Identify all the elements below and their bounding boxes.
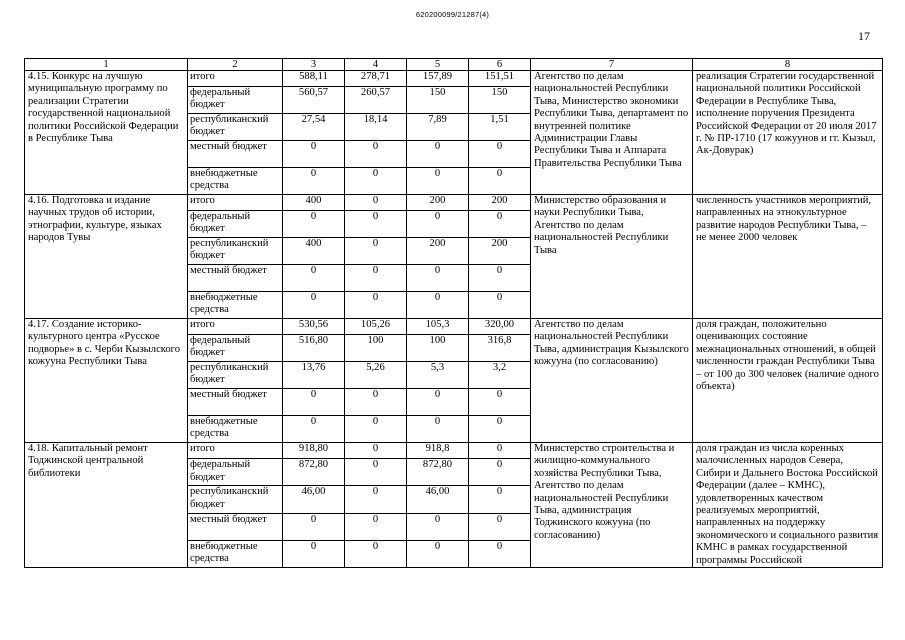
amount-year1-cell: 0 bbox=[345, 238, 407, 265]
funding-source-cell: внебюджетные средства bbox=[188, 416, 283, 443]
funding-source-cell: республиканский бюджет bbox=[188, 114, 283, 141]
funding-source-cell: федеральный бюджет bbox=[188, 335, 283, 362]
amount-total-cell: 872,80 bbox=[283, 459, 345, 486]
amount-year2-cell: 200 bbox=[407, 238, 469, 265]
amount-year2-cell: 5,3 bbox=[407, 362, 469, 389]
funding-source-cell: внебюджетные средства bbox=[188, 292, 283, 319]
amount-year2-cell: 0 bbox=[407, 389, 469, 416]
amount-year1-cell: 0 bbox=[345, 416, 407, 443]
amount-total-cell: 0 bbox=[283, 265, 345, 292]
amount-year2-cell: 0 bbox=[407, 211, 469, 238]
amount-year3-cell: 1,51 bbox=[469, 114, 531, 141]
amount-total-cell: 400 bbox=[283, 195, 345, 211]
column-header: 2 bbox=[188, 59, 283, 71]
table-body bbox=[25, 59, 883, 568]
amount-year1-cell: 0 bbox=[345, 141, 407, 168]
funding-source-cell: федеральный бюджет bbox=[188, 211, 283, 238]
funding-source-cell: итого bbox=[188, 195, 283, 211]
funding-source-cell: внебюджетные средства bbox=[188, 540, 283, 567]
amount-year1-cell: 0 bbox=[345, 292, 407, 319]
amount-year3-cell: 200 bbox=[469, 195, 531, 211]
funding-source-cell: итого bbox=[188, 443, 283, 459]
amount-year1-cell: 0 bbox=[345, 540, 407, 567]
amount-year1-cell: 0 bbox=[345, 389, 407, 416]
amount-total-cell: 13,76 bbox=[283, 362, 345, 389]
amount-year3-cell: 0 bbox=[469, 141, 531, 168]
amount-year1-cell: 100 bbox=[345, 335, 407, 362]
funding-source-cell: местный бюджет bbox=[188, 141, 283, 168]
task-name-cell: 4.18. Капитальный ремонт Тоджинской центральной библиотеки bbox=[25, 443, 188, 568]
funding-source-cell: федеральный бюджет bbox=[188, 87, 283, 114]
amount-year3-cell: 200 bbox=[469, 238, 531, 265]
result-cell: реализация Стратегии государственной национальной политики Российской Федерации в Республике Тыва, исполнение поручения Президента Российской Федерации от 20 июля 2017 г. № ПР-1710 (17 кожуунов и гг. Кызыл, Ак-Довурак) bbox=[693, 71, 883, 195]
page-number: 17 bbox=[858, 29, 870, 43]
amount-total-cell: 0 bbox=[283, 416, 345, 443]
header-row bbox=[25, 59, 883, 71]
amount-total-cell: 918,80 bbox=[283, 443, 345, 459]
funding-source-cell: внебюджетные средства bbox=[188, 168, 283, 195]
column-header: 4 bbox=[345, 59, 407, 71]
amount-total-cell: 0 bbox=[283, 168, 345, 195]
amount-year1-cell: 0 bbox=[345, 168, 407, 195]
amount-year1-cell: 0 bbox=[345, 265, 407, 292]
amount-total-cell: 27,54 bbox=[283, 114, 345, 141]
funding-source-cell: республиканский бюджет bbox=[188, 238, 283, 265]
funding-source-cell: итого bbox=[188, 71, 283, 87]
amount-year1-cell: 105,26 bbox=[345, 319, 407, 335]
amount-year2-cell: 0 bbox=[407, 292, 469, 319]
amount-year1-cell: 18,14 bbox=[345, 114, 407, 141]
executor-cell: Агентство по делам национальностей Республики Тыва, администрация Кызылского кожууна (по согласованию) bbox=[531, 319, 693, 443]
table-row bbox=[25, 443, 883, 459]
amount-year3-cell: 316,8 bbox=[469, 335, 531, 362]
funding-source-cell: республиканский бюджет bbox=[188, 486, 283, 513]
column-header: 3 bbox=[283, 59, 345, 71]
amount-year3-cell: 0 bbox=[469, 416, 531, 443]
task-name-cell: 4.16. Подготовка и издание научных трудов об истории, этнографии, культуре, языках народов Тувы bbox=[25, 195, 188, 319]
funding-source-cell: федеральный бюджет bbox=[188, 459, 283, 486]
amount-year1-cell: 0 bbox=[345, 211, 407, 238]
amount-total-cell: 46,00 bbox=[283, 486, 345, 513]
amount-year3-cell: 0 bbox=[469, 265, 531, 292]
column-header: 8 bbox=[693, 59, 883, 71]
amount-year1-cell: 278,71 bbox=[345, 71, 407, 87]
amount-year2-cell: 0 bbox=[407, 416, 469, 443]
amount-total-cell: 516,80 bbox=[283, 335, 345, 362]
amount-year2-cell: 105,3 bbox=[407, 319, 469, 335]
amount-year3-cell: 0 bbox=[469, 168, 531, 195]
task-name-cell: 4.15. Конкурс на лучшую муниципальную программу по реализации Стратегии государственной национальной политики Российской Федерации в Республике Тыва bbox=[25, 71, 188, 195]
column-header: 5 bbox=[407, 59, 469, 71]
document-id: 620200099/21287(4) bbox=[415, 10, 490, 19]
executor-cell: Министерство образования и науки Республики Тыва, Агентство по делам национальностей Республики Тыва bbox=[531, 195, 693, 319]
amount-year1-cell: 0 bbox=[345, 513, 407, 540]
program-table bbox=[24, 58, 883, 568]
executor-cell: Министерство строительства и жилищно-коммунального хозяйства Республики Тыва, Агентство по делам национальностей Республики Тыва, администрация Тоджинского кожууна (по согласованию) bbox=[531, 443, 693, 568]
amount-year3-cell: 0 bbox=[469, 292, 531, 319]
funding-source-cell: местный бюджет bbox=[188, 389, 283, 416]
amount-total-cell: 530,56 bbox=[283, 319, 345, 335]
task-name-cell: 4.17. Создание историко-культурного центра «Русское подворье» в с. Черби Кызылского кожууна Республики Тыва bbox=[25, 319, 188, 443]
amount-year2-cell: 0 bbox=[407, 265, 469, 292]
amount-year2-cell: 157,89 bbox=[407, 71, 469, 87]
amount-year3-cell: 0 bbox=[469, 389, 531, 416]
result-cell: доля граждан, положительно оценивающих состояние межнациональных отношений, в общей численности граждан Республики Тыва – от 100 до 300 человек (наличие одного объекта) bbox=[693, 319, 883, 443]
amount-year3-cell: 320,00 bbox=[469, 319, 531, 335]
table-row bbox=[25, 71, 883, 87]
amount-total-cell: 560,57 bbox=[283, 87, 345, 114]
funding-source-cell: итого bbox=[188, 319, 283, 335]
amount-total-cell: 400 bbox=[283, 238, 345, 265]
amount-year3-cell: 151,51 bbox=[469, 71, 531, 87]
amount-year3-cell: 3,2 bbox=[469, 362, 531, 389]
column-header: 6 bbox=[469, 59, 531, 71]
amount-year3-cell: 150 bbox=[469, 87, 531, 114]
amount-year2-cell: 200 bbox=[407, 195, 469, 211]
amount-year1-cell: 0 bbox=[345, 486, 407, 513]
amount-year2-cell: 918,8 bbox=[407, 443, 469, 459]
amount-year1-cell: 0 bbox=[345, 443, 407, 459]
result-cell: доля граждан из числа коренных малочисленных народов Севера, Сибири и Дальнего Востока Российской Федерации (далее – КМНС), удовлетворенных качеством реализуемых мероприятий, направленных на поддержку экономического и социального развития КМНС в рамках государственной программы Российской bbox=[693, 443, 883, 568]
amount-year2-cell: 0 bbox=[407, 540, 469, 567]
amount-total-cell: 0 bbox=[283, 513, 345, 540]
table-row bbox=[25, 195, 883, 211]
executor-cell: Агентство по делам национальностей Республики Тыва, Министерство экономики Республики Тыва, департамент по внутренней политике Администрации Главы Республики Тыва и Аппарата Правительства Республики Тыва bbox=[531, 71, 693, 195]
amount-year3-cell: 0 bbox=[469, 540, 531, 567]
amount-total-cell: 0 bbox=[283, 292, 345, 319]
amount-year3-cell: 0 bbox=[469, 513, 531, 540]
column-header: 7 bbox=[531, 59, 693, 71]
funding-source-cell: местный бюджет bbox=[188, 513, 283, 540]
amount-year1-cell: 260,57 bbox=[345, 87, 407, 114]
column-header: 1 bbox=[25, 59, 188, 71]
amount-year3-cell: 0 bbox=[469, 486, 531, 513]
amount-year1-cell: 5,26 bbox=[345, 362, 407, 389]
amount-year2-cell: 7,89 bbox=[407, 114, 469, 141]
amount-year2-cell: 100 bbox=[407, 335, 469, 362]
result-cell: численность участников мероприятий, направленных на этнокультурное развитие народов Республики Тыва, – не менее 2000 человек bbox=[693, 195, 883, 319]
amount-year2-cell: 872,80 bbox=[407, 459, 469, 486]
amount-year1-cell: 0 bbox=[345, 195, 407, 211]
funding-source-cell: местный бюджет bbox=[188, 265, 283, 292]
amount-total-cell: 588,11 bbox=[283, 71, 345, 87]
amount-year3-cell: 0 bbox=[469, 459, 531, 486]
table-row bbox=[25, 319, 883, 335]
amount-year2-cell: 150 bbox=[407, 87, 469, 114]
amount-total-cell: 0 bbox=[283, 540, 345, 567]
amount-year2-cell: 0 bbox=[407, 168, 469, 195]
amount-total-cell: 0 bbox=[283, 211, 345, 238]
amount-total-cell: 0 bbox=[283, 141, 345, 168]
amount-year3-cell: 0 bbox=[469, 211, 531, 238]
amount-year1-cell: 0 bbox=[345, 459, 407, 486]
funding-source-cell: республиканский бюджет bbox=[188, 362, 283, 389]
amount-year2-cell: 0 bbox=[407, 141, 469, 168]
amount-total-cell: 0 bbox=[283, 389, 345, 416]
amount-year3-cell: 0 bbox=[469, 443, 531, 459]
amount-year2-cell: 46,00 bbox=[407, 486, 469, 513]
amount-year2-cell: 0 bbox=[407, 513, 469, 540]
